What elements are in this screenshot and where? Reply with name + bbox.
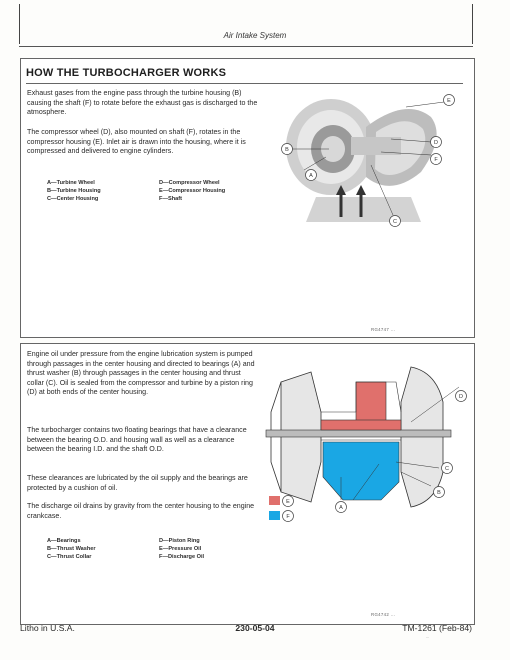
svg-text:F: F xyxy=(434,157,438,163)
svg-text:D: D xyxy=(434,140,438,146)
legend-left xyxy=(47,537,96,561)
image-credit: RG4742 ... xyxy=(371,612,396,617)
turbocharger-overview-panel xyxy=(20,58,475,338)
paragraph: The turbocharger contains two floating bearings that have a clearance between the bearing O.D. and housing wall as well as a clearance between the bearing I.D. and the shaft O.D. xyxy=(27,426,247,454)
legend-item: A—Turbine Wheel xyxy=(47,180,95,186)
footer-left: Litho in U.S.A. xyxy=(20,623,75,633)
paragraph: The discharge oil drains by gravity from the center housing to the engine crankcase. xyxy=(27,502,255,520)
callout-a xyxy=(336,502,347,513)
key-e xyxy=(282,495,294,507)
svg-text:A: A xyxy=(309,173,313,179)
footer-right: TM-1261 (Feb-84) xyxy=(402,623,472,633)
callout-c xyxy=(390,216,401,227)
footer-small-print: ... xyxy=(426,634,430,639)
svg-text:F: F xyxy=(286,514,290,520)
legend-item: C—Thrust Collar xyxy=(47,554,92,560)
legend-item: F—Discharge Oil xyxy=(159,554,205,560)
legend-item: F—Shaft xyxy=(159,196,182,202)
turbocharger-photo-illustration xyxy=(271,77,466,247)
oil-lubrication-panel xyxy=(20,343,475,625)
svg-text:E: E xyxy=(447,98,451,104)
callout-b xyxy=(434,487,445,498)
page-number: 230-05-04 xyxy=(235,623,275,633)
callout-d xyxy=(456,391,467,402)
section-heading: HOW THE TURBOCHARGER WORKS xyxy=(26,67,227,79)
legend-left xyxy=(47,179,101,203)
legend-item: E—Compressor Housing xyxy=(159,188,226,194)
svg-text:B: B xyxy=(437,490,441,496)
svg-text:B: B xyxy=(285,147,289,153)
svg-text:D: D xyxy=(459,394,463,400)
legend-item: B—Turbine Housing xyxy=(47,188,101,194)
svg-text:E: E xyxy=(286,499,290,505)
paragraph: Exhaust gases from the engine pass through the turbine housing (B) causing the shaft (F) to rotate before the exhaust gas is discharged to the atmosphere. xyxy=(27,89,258,117)
svg-text:C: C xyxy=(393,219,397,225)
key-f xyxy=(282,510,294,522)
legend-item: B—Thrust Washer xyxy=(47,546,96,552)
paragraph: Engine oil under pressure from the engine lubrication system is pumped through passages in the center housing and directed to bearings (A) and thrust washer (B) through passages in the center housing and thrust collar (C). Oil is sealed from the compressor and turbine by a piston ring (D) at both ends of the center housing. xyxy=(27,350,255,397)
callout-f xyxy=(431,154,442,165)
paragraph: These clearances are lubricated by the oil supply and the bearings are protected by a cushion of oil. xyxy=(27,474,248,492)
callout-d xyxy=(431,137,442,148)
image-credit: RG4747 ... xyxy=(371,327,396,332)
header-rule xyxy=(19,46,473,47)
discharge-oil-swatch xyxy=(269,511,280,520)
callout-c xyxy=(442,463,453,474)
legend-item: A—Bearings xyxy=(47,538,81,544)
callout-a xyxy=(306,170,317,181)
legend-item: C—Center Housing xyxy=(47,196,99,202)
callout-b xyxy=(282,144,293,155)
paragraph: The compressor wheel (D), also mounted on shaft (F), rotates in the compressor housing (E). Inlet air is drawn into the housing, where it is compressed and delivered to engine cylinders. xyxy=(27,128,246,156)
page-header-title: Air Intake System xyxy=(223,31,287,40)
legend-item: D—Compressor Wheel xyxy=(159,180,220,186)
legend-right xyxy=(159,537,204,561)
callout-e xyxy=(444,95,455,106)
legend-right xyxy=(159,179,225,203)
legend-item: E—Pressure Oil xyxy=(159,546,202,552)
pressure-oil-swatch xyxy=(269,496,280,505)
svg-text:C: C xyxy=(445,466,449,472)
svg-text:A: A xyxy=(339,505,343,511)
legend-item: D—Piston Ring xyxy=(159,538,200,544)
